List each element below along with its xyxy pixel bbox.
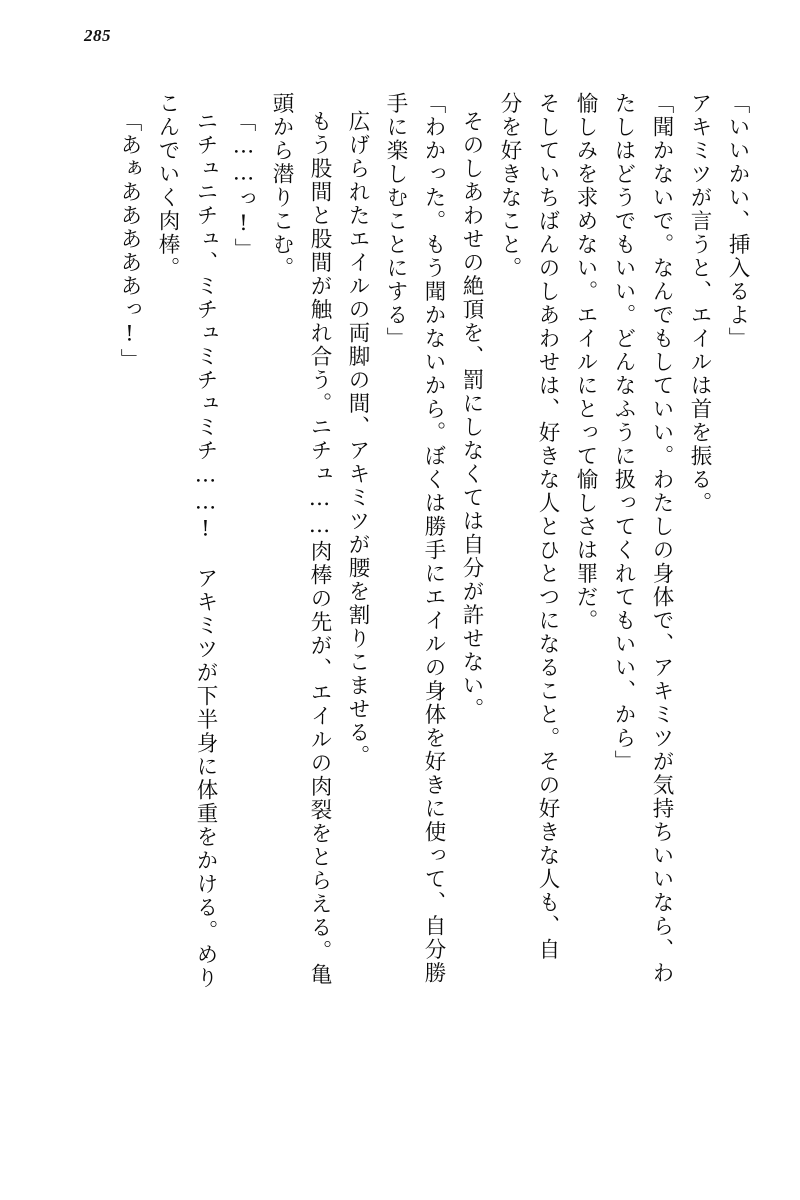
text-column: 手に楽しむことにする」 bbox=[383, 92, 408, 351]
text-column: アキミツが言うと、エイルは首を振る。 bbox=[687, 92, 712, 515]
text-column: ニチュニチュ、ミチュミチュミチ……! アキミツが下半身に体重をかける。めり bbox=[193, 110, 218, 990]
text-column: そしていちばんのしあわせは、好きな人とひとつになること。その好きな人も、自 bbox=[535, 92, 560, 962]
text-column: 分を好きなこと。 bbox=[497, 92, 522, 280]
vertical-text-block bbox=[48, 92, 748, 1172]
text-column: 「聞かないで。なんでもしていい。わたしの身体で、アキミツが気持ちいいなら、わ bbox=[649, 92, 674, 985]
text-column: 愉しみを求めない。エイルにとって愉しさは罪だ。 bbox=[573, 92, 598, 633]
text-column: 「……っ!」 bbox=[231, 110, 256, 262]
text-column: そのしあわせの絶頂を、罰にしなくては自分が許せない。 bbox=[459, 110, 484, 721]
text-column: 「あぁあああああっ!」 bbox=[117, 110, 142, 372]
page-number: 285 bbox=[84, 26, 111, 45]
text-column: 頭から潜りこむ。 bbox=[269, 92, 294, 280]
text-column: たしはどうでもいい。どんなふうに扱ってくれてもいい、から」 bbox=[611, 92, 636, 774]
text-column: こんでいく肉棒。 bbox=[155, 92, 180, 280]
text-column: もう股間と股間が触れ合う。ニチュ……肉棒の先が、エイルの肉裂をとらえる。亀 bbox=[307, 110, 332, 987]
text-column: 「いいかい、挿入るよ」 bbox=[725, 92, 750, 351]
text-column: 「わかった。もう聞かないから。ぼくは勝手にエイルの身体を好きに使って、自分勝 bbox=[421, 92, 446, 985]
text-column: 広げられたエイルの両脚の間、アキミツが腰を割りこませる。 bbox=[345, 110, 370, 768]
